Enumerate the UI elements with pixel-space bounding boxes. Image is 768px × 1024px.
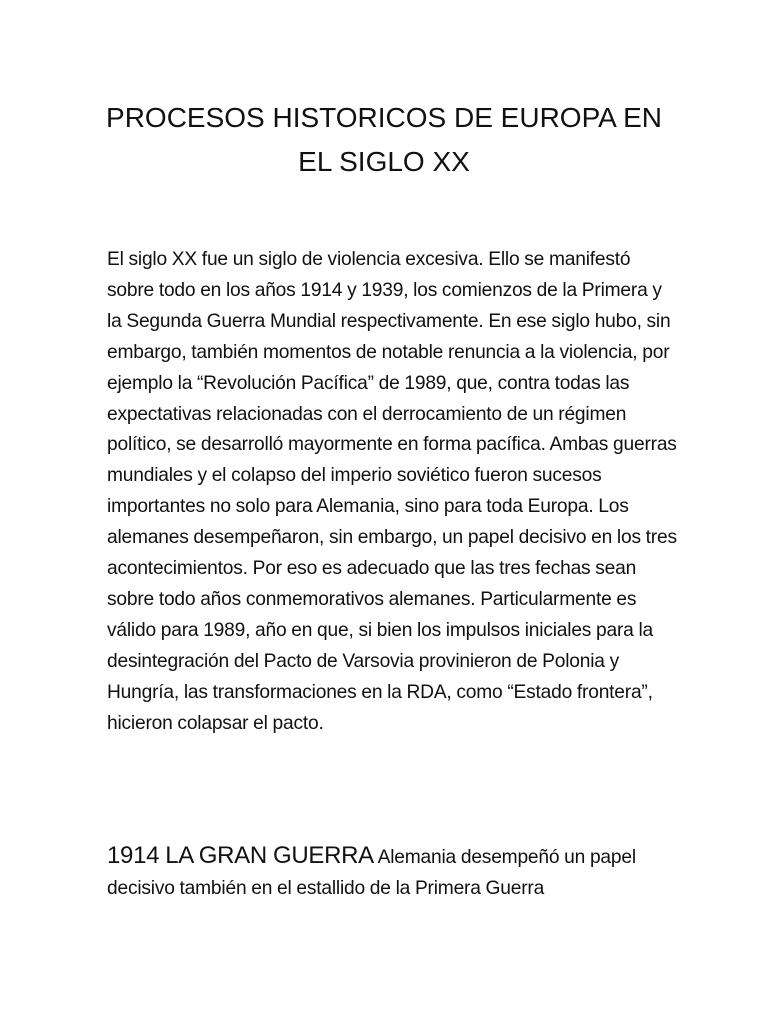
section-heading: 1914 LA GRAN GUERRA	[107, 842, 374, 869]
section-paragraph	[107, 840, 687, 904]
document-title: PROCESOS HISTORICOS DE EUROPA EN EL SIGLO XX	[106, 102, 662, 177]
intro-paragraph: El siglo XX fue un siglo de violencia excesiva. Ello se manifestó sobre todo en los años 1914 y 1939, los comienzos de la Primera y la Segunda Guerra Mundial respectivamente. En ese siglo hubo, sin embargo, también momentos de notable renuncia a la violencia, por ejemplo la “Revolución Pacífica” de 1989, que, contra todas las expectativas relacionadas con el derrocamiento de un régimen político, se desarrolló mayormente en forma pacífica. Ambas guerras mundiales y el colapso del imperio soviético fueron sucesos importantes no solo para Alemania, sino para toda Europa. Los alemanes desempeñaron, sin embargo, un papel decisivo en los tres acontecimientos. Por eso es adecuado que las tres fechas sean sobre todo años conmemorativos alemanes. Particularmente es válido para 1989, año en que, si bien los impulsos iniciales para la desintegración del Pacto de Varsovia provinieron de Polonia y Hungría, las transformaciones en la RDA, como “Estado frontera”, hicieron colapsar el pacto.	[107, 249, 677, 734]
section-text: Alemania desempeñó un papel decisivo también en el estallido de la Primera Guerra	[107, 847, 636, 899]
